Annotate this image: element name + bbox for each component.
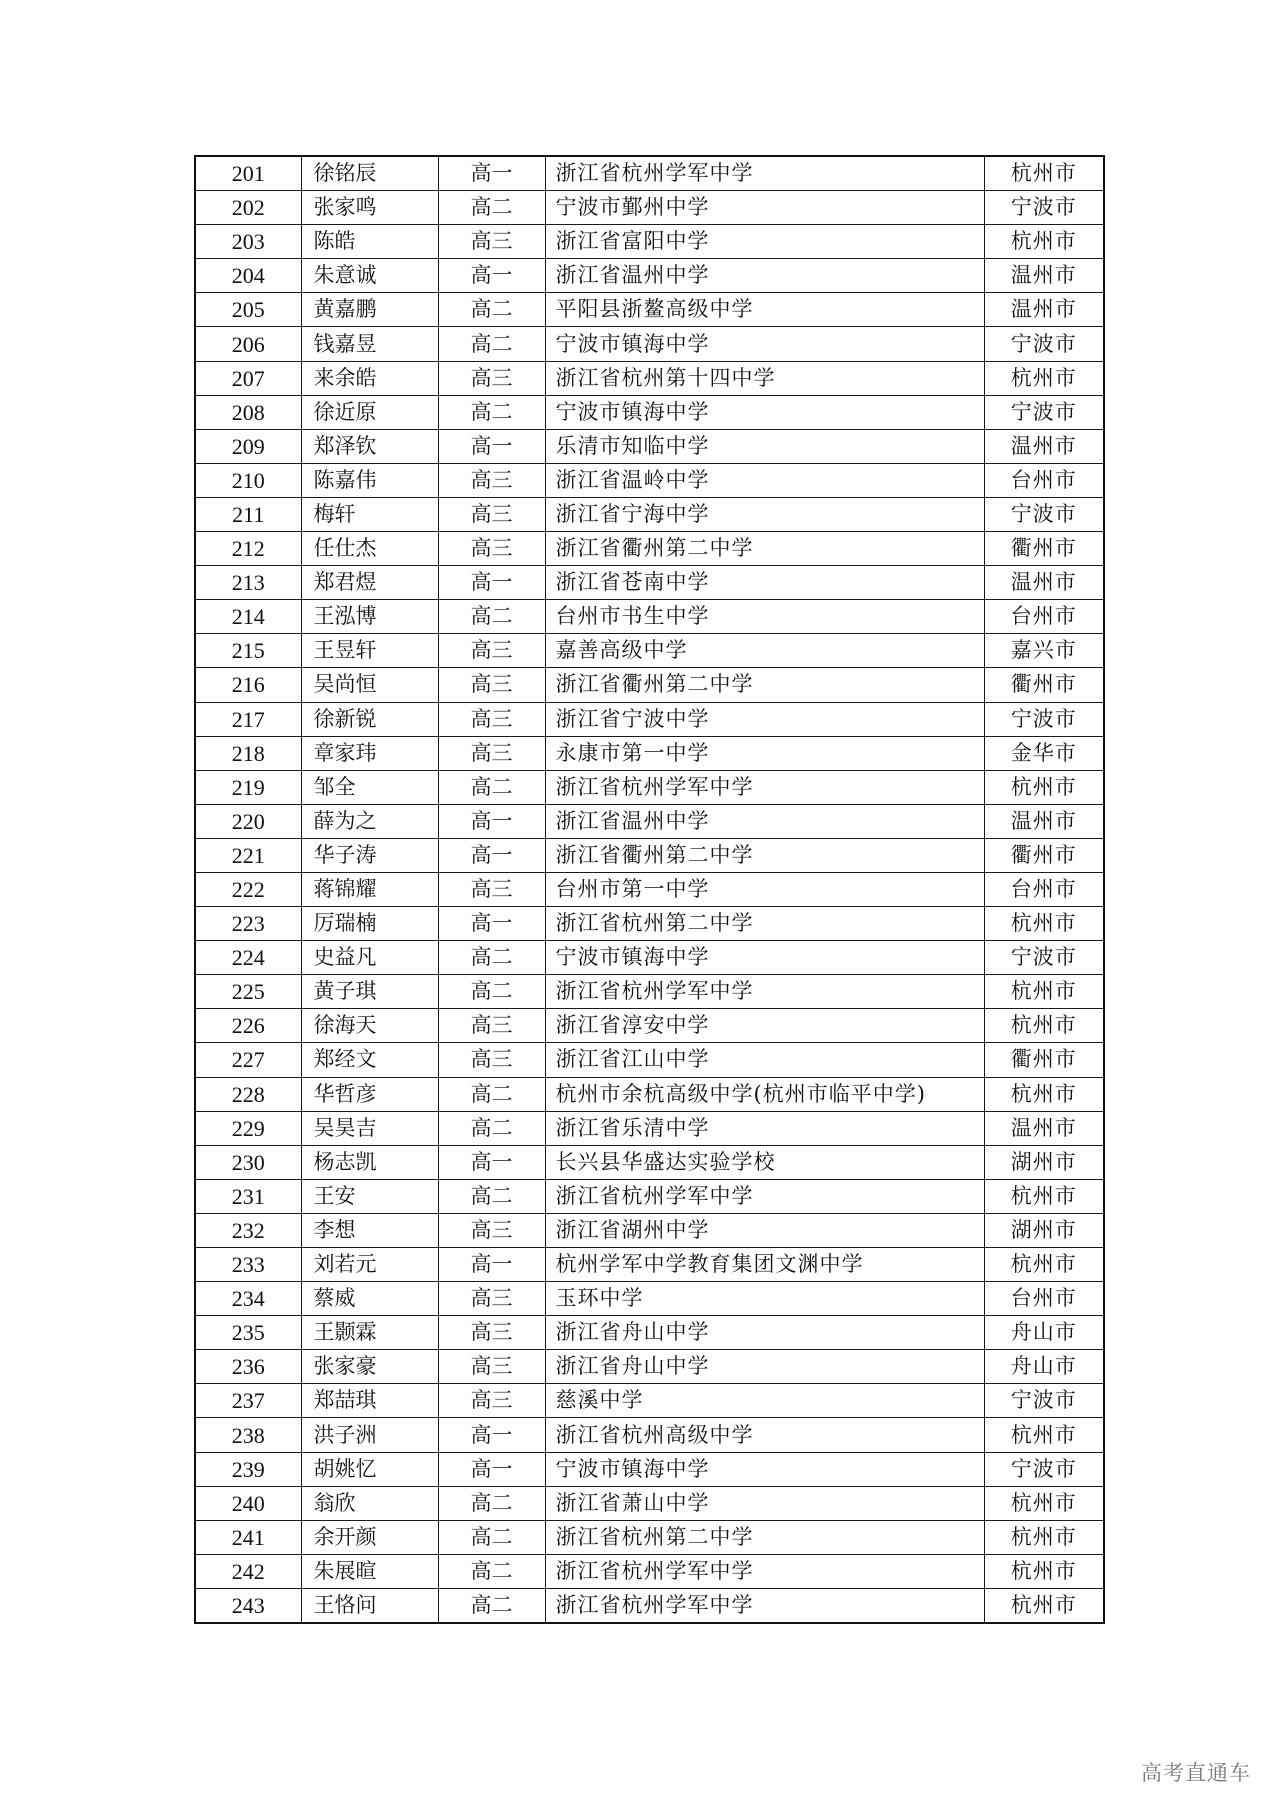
student-name-cell: 徐铭辰	[301, 156, 438, 191]
grade-cell: 高二	[438, 975, 545, 1009]
grade-cell: 高三	[438, 872, 545, 906]
grade-cell: 高三	[438, 1282, 545, 1316]
row-number-cell: 216	[195, 668, 301, 702]
school-cell: 浙江省富阳中学	[545, 225, 984, 259]
city-cell: 宁波市	[984, 1452, 1104, 1486]
school-cell: 浙江省衢州第二中学	[545, 838, 984, 872]
student-name-cell: 吴尚恒	[301, 668, 438, 702]
grade-cell: 高二	[438, 327, 545, 361]
city-cell: 温州市	[984, 429, 1104, 463]
school-cell: 平阳县浙鳌高级中学	[545, 293, 984, 327]
table-row	[195, 327, 1104, 361]
student-name-cell: 洪子洲	[301, 1418, 438, 1452]
student-name-cell: 蔡威	[301, 1282, 438, 1316]
student-name-cell: 章家玮	[301, 736, 438, 770]
table-row	[195, 1316, 1104, 1350]
row-number-cell: 231	[195, 1179, 301, 1213]
table-row	[195, 225, 1104, 259]
school-cell: 台州市第一中学	[545, 872, 984, 906]
student-name-cell: 史益凡	[301, 941, 438, 975]
grade-cell: 高一	[438, 838, 545, 872]
grade-cell: 高二	[438, 1588, 545, 1623]
school-cell: 浙江省萧山中学	[545, 1486, 984, 1520]
school-cell: 浙江省舟山中学	[545, 1350, 984, 1384]
student-name-cell: 邹全	[301, 770, 438, 804]
student-name-cell: 黄嘉鹏	[301, 293, 438, 327]
grade-cell: 高三	[438, 1350, 545, 1384]
row-number-cell: 242	[195, 1554, 301, 1588]
table-row	[195, 532, 1104, 566]
row-number-cell: 222	[195, 872, 301, 906]
city-cell: 宁波市	[984, 191, 1104, 225]
grade-cell: 高三	[438, 532, 545, 566]
grade-cell: 高二	[438, 1520, 545, 1554]
table-row	[195, 1282, 1104, 1316]
student-name-cell: 陈皓	[301, 225, 438, 259]
city-cell: 湖州市	[984, 1145, 1104, 1179]
student-name-cell: 刘若元	[301, 1248, 438, 1282]
city-cell: 台州市	[984, 600, 1104, 634]
city-cell: 杭州市	[984, 361, 1104, 395]
row-number-cell: 241	[195, 1520, 301, 1554]
table-row	[195, 1213, 1104, 1247]
table-row	[195, 702, 1104, 736]
city-cell: 舟山市	[984, 1316, 1104, 1350]
grade-cell: 高三	[438, 668, 545, 702]
row-number-cell: 224	[195, 941, 301, 975]
city-cell: 台州市	[984, 872, 1104, 906]
school-cell: 永康市第一中学	[545, 736, 984, 770]
grade-cell: 高二	[438, 293, 545, 327]
school-cell: 浙江省杭州学军中学	[545, 770, 984, 804]
student-roster-table	[194, 155, 1105, 1624]
student-name-cell: 来余皓	[301, 361, 438, 395]
school-cell: 台州市书生中学	[545, 600, 984, 634]
student-name-cell: 王安	[301, 1179, 438, 1213]
student-name-cell: 郑喆琪	[301, 1384, 438, 1418]
row-number-cell: 214	[195, 600, 301, 634]
student-name-cell: 吴昊吉	[301, 1111, 438, 1145]
school-cell: 浙江省衢州第二中学	[545, 532, 984, 566]
row-number-cell: 237	[195, 1384, 301, 1418]
city-cell: 衢州市	[984, 668, 1104, 702]
grade-cell: 高一	[438, 1248, 545, 1282]
table-row	[195, 1350, 1104, 1384]
student-name-cell: 徐近原	[301, 395, 438, 429]
city-cell: 衢州市	[984, 1043, 1104, 1077]
table-row	[195, 872, 1104, 906]
table-row	[195, 1486, 1104, 1520]
city-cell: 杭州市	[984, 1179, 1104, 1213]
table-row	[195, 1588, 1104, 1623]
grade-cell: 高二	[438, 941, 545, 975]
grade-cell: 高二	[438, 600, 545, 634]
row-number-cell: 205	[195, 293, 301, 327]
school-cell: 乐清市知临中学	[545, 429, 984, 463]
city-cell: 宁波市	[984, 1384, 1104, 1418]
grade-cell: 高二	[438, 191, 545, 225]
table-row	[195, 191, 1104, 225]
row-number-cell: 223	[195, 907, 301, 941]
school-cell: 浙江省温岭中学	[545, 463, 984, 497]
student-name-cell: 王恪问	[301, 1588, 438, 1623]
table-row	[195, 156, 1104, 191]
table-row	[195, 736, 1104, 770]
table-row	[195, 497, 1104, 531]
row-number-cell: 233	[195, 1248, 301, 1282]
city-cell: 杭州市	[984, 1486, 1104, 1520]
student-name-cell: 朱意诚	[301, 259, 438, 293]
student-name-cell: 任仕杰	[301, 532, 438, 566]
city-cell: 杭州市	[984, 1248, 1104, 1282]
grade-cell: 高三	[438, 497, 545, 531]
row-number-cell: 211	[195, 497, 301, 531]
student-name-cell: 厉瑞楠	[301, 907, 438, 941]
school-cell: 浙江省杭州学军中学	[545, 975, 984, 1009]
row-number-cell: 229	[195, 1111, 301, 1145]
school-cell: 浙江省杭州学军中学	[545, 1179, 984, 1213]
school-cell: 浙江省淳安中学	[545, 1009, 984, 1043]
row-number-cell: 217	[195, 702, 301, 736]
city-cell: 杭州市	[984, 225, 1104, 259]
grade-cell: 高一	[438, 259, 545, 293]
row-number-cell: 201	[195, 156, 301, 191]
grade-cell: 高一	[438, 566, 545, 600]
grade-cell: 高三	[438, 463, 545, 497]
table-row	[195, 1077, 1104, 1111]
table-row	[195, 566, 1104, 600]
grade-cell: 高三	[438, 702, 545, 736]
table-row	[195, 1554, 1104, 1588]
school-cell: 宁波市镇海中学	[545, 395, 984, 429]
grade-cell: 高一	[438, 804, 545, 838]
grade-cell: 高二	[438, 1179, 545, 1213]
student-name-cell: 胡姚忆	[301, 1452, 438, 1486]
school-cell: 浙江省苍南中学	[545, 566, 984, 600]
row-number-cell: 213	[195, 566, 301, 600]
city-cell: 舟山市	[984, 1350, 1104, 1384]
grade-cell: 高三	[438, 736, 545, 770]
row-number-cell: 212	[195, 532, 301, 566]
table-row	[195, 463, 1104, 497]
school-cell: 宁波市镇海中学	[545, 327, 984, 361]
school-cell: 浙江省宁海中学	[545, 497, 984, 531]
row-number-cell: 208	[195, 395, 301, 429]
table-row	[195, 1418, 1104, 1452]
city-cell: 温州市	[984, 293, 1104, 327]
table-row	[195, 429, 1104, 463]
school-cell: 浙江省杭州第二中学	[545, 907, 984, 941]
school-cell: 浙江省杭州学军中学	[545, 1588, 984, 1623]
city-cell: 宁波市	[984, 702, 1104, 736]
school-cell: 浙江省宁波中学	[545, 702, 984, 736]
row-number-cell: 236	[195, 1350, 301, 1384]
roster-body	[195, 156, 1104, 1623]
city-cell: 温州市	[984, 259, 1104, 293]
city-cell: 衢州市	[984, 838, 1104, 872]
city-cell: 台州市	[984, 463, 1104, 497]
row-number-cell: 218	[195, 736, 301, 770]
row-number-cell: 204	[195, 259, 301, 293]
student-name-cell: 郑经文	[301, 1043, 438, 1077]
grade-cell: 高二	[438, 1554, 545, 1588]
row-number-cell: 210	[195, 463, 301, 497]
city-cell: 杭州市	[984, 1418, 1104, 1452]
grade-cell: 高三	[438, 1213, 545, 1247]
school-cell: 慈溪中学	[545, 1384, 984, 1418]
city-cell: 杭州市	[984, 1009, 1104, 1043]
table-row	[195, 259, 1104, 293]
city-cell: 杭州市	[984, 156, 1104, 191]
school-cell: 浙江省衢州第二中学	[545, 668, 984, 702]
grade-cell: 高二	[438, 1486, 545, 1520]
row-number-cell: 215	[195, 634, 301, 668]
city-cell: 杭州市	[984, 975, 1104, 1009]
grade-cell: 高三	[438, 634, 545, 668]
row-number-cell: 232	[195, 1213, 301, 1247]
school-cell: 浙江省杭州学军中学	[545, 1554, 984, 1588]
city-cell: 宁波市	[984, 497, 1104, 531]
student-name-cell: 徐新锐	[301, 702, 438, 736]
city-cell: 杭州市	[984, 1077, 1104, 1111]
table-row	[195, 1009, 1104, 1043]
table-row	[195, 395, 1104, 429]
school-cell: 浙江省温州中学	[545, 804, 984, 838]
school-cell: 宁波市镇海中学	[545, 1452, 984, 1486]
table-row	[195, 1384, 1104, 1418]
city-cell: 杭州市	[984, 1554, 1104, 1588]
grade-cell: 高二	[438, 1111, 545, 1145]
table-row	[195, 668, 1104, 702]
table-row	[195, 1043, 1104, 1077]
school-cell: 浙江省乐清中学	[545, 1111, 984, 1145]
student-name-cell: 薛为之	[301, 804, 438, 838]
school-cell: 宁波市鄞州中学	[545, 191, 984, 225]
row-number-cell: 220	[195, 804, 301, 838]
row-number-cell: 209	[195, 429, 301, 463]
student-name-cell: 王昱轩	[301, 634, 438, 668]
table-row	[195, 1520, 1104, 1554]
school-cell: 浙江省温州中学	[545, 259, 984, 293]
row-number-cell: 203	[195, 225, 301, 259]
table-row	[195, 941, 1104, 975]
student-name-cell: 郑君煜	[301, 566, 438, 600]
city-cell: 宁波市	[984, 395, 1104, 429]
row-number-cell: 239	[195, 1452, 301, 1486]
table-row	[195, 1248, 1104, 1282]
row-number-cell: 221	[195, 838, 301, 872]
student-name-cell: 徐海天	[301, 1009, 438, 1043]
table-row	[195, 1179, 1104, 1213]
school-cell: 宁波市镇海中学	[545, 941, 984, 975]
school-cell: 浙江省舟山中学	[545, 1316, 984, 1350]
grade-cell: 高三	[438, 1043, 545, 1077]
row-number-cell: 219	[195, 770, 301, 804]
student-name-cell: 黄子琪	[301, 975, 438, 1009]
school-cell: 杭州学军中学教育集团文渊中学	[545, 1248, 984, 1282]
row-number-cell: 234	[195, 1282, 301, 1316]
row-number-cell: 227	[195, 1043, 301, 1077]
school-cell: 浙江省杭州高级中学	[545, 1418, 984, 1452]
student-name-cell: 王颢霖	[301, 1316, 438, 1350]
table-row	[195, 600, 1104, 634]
table-row	[195, 907, 1104, 941]
grade-cell: 高二	[438, 1077, 545, 1111]
student-name-cell: 陈嘉伟	[301, 463, 438, 497]
row-number-cell: 230	[195, 1145, 301, 1179]
city-cell: 杭州市	[984, 1520, 1104, 1554]
grade-cell: 高一	[438, 1145, 545, 1179]
grade-cell: 高三	[438, 1009, 545, 1043]
student-name-cell: 李想	[301, 1213, 438, 1247]
school-cell: 长兴县华盛达实验学校	[545, 1145, 984, 1179]
table-row	[195, 1111, 1104, 1145]
city-cell: 湖州市	[984, 1213, 1104, 1247]
city-cell: 嘉兴市	[984, 634, 1104, 668]
row-number-cell: 243	[195, 1588, 301, 1623]
row-number-cell: 225	[195, 975, 301, 1009]
school-cell: 浙江省杭州第十四中学	[545, 361, 984, 395]
row-number-cell: 228	[195, 1077, 301, 1111]
row-number-cell: 206	[195, 327, 301, 361]
city-cell: 台州市	[984, 1282, 1104, 1316]
grade-cell: 高一	[438, 1418, 545, 1452]
grade-cell: 高三	[438, 1384, 545, 1418]
student-name-cell: 蒋锦耀	[301, 872, 438, 906]
city-cell: 宁波市	[984, 327, 1104, 361]
table-row	[195, 770, 1104, 804]
student-name-cell: 华哲彦	[301, 1077, 438, 1111]
grade-cell: 高二	[438, 395, 545, 429]
grade-cell: 高三	[438, 1316, 545, 1350]
grade-cell: 高二	[438, 770, 545, 804]
student-name-cell: 杨志凯	[301, 1145, 438, 1179]
row-number-cell: 235	[195, 1316, 301, 1350]
row-number-cell: 238	[195, 1418, 301, 1452]
row-number-cell: 207	[195, 361, 301, 395]
school-cell: 浙江省杭州学军中学	[545, 156, 984, 191]
city-cell: 宁波市	[984, 941, 1104, 975]
student-name-cell: 梅轩	[301, 497, 438, 531]
watermark-text: 高考直通车	[1141, 1761, 1251, 1785]
student-name-cell: 余开颜	[301, 1520, 438, 1554]
city-cell: 杭州市	[984, 770, 1104, 804]
city-cell: 金华市	[984, 736, 1104, 770]
table-row	[195, 838, 1104, 872]
grade-cell: 高一	[438, 907, 545, 941]
student-name-cell: 张家豪	[301, 1350, 438, 1384]
row-number-cell: 202	[195, 191, 301, 225]
grade-cell: 高一	[438, 429, 545, 463]
student-name-cell: 郑泽钦	[301, 429, 438, 463]
grade-cell: 高三	[438, 361, 545, 395]
student-name-cell: 翁欣	[301, 1486, 438, 1520]
student-name-cell: 朱展暄	[301, 1554, 438, 1588]
school-cell: 嘉善高级中学	[545, 634, 984, 668]
grade-cell: 高一	[438, 156, 545, 191]
school-cell: 浙江省杭州第二中学	[545, 1520, 984, 1554]
student-name-cell: 张家鸣	[301, 191, 438, 225]
row-number-cell: 240	[195, 1486, 301, 1520]
city-cell: 温州市	[984, 804, 1104, 838]
table-row	[195, 634, 1104, 668]
city-cell: 杭州市	[984, 907, 1104, 941]
school-cell: 杭州市余杭高级中学(杭州市临平中学)	[545, 1077, 984, 1111]
school-cell: 浙江省湖州中学	[545, 1213, 984, 1247]
table-row	[195, 975, 1104, 1009]
city-cell: 温州市	[984, 566, 1104, 600]
row-number-cell: 226	[195, 1009, 301, 1043]
table-row	[195, 361, 1104, 395]
city-cell: 杭州市	[984, 1588, 1104, 1623]
table-row	[195, 1452, 1104, 1486]
student-name-cell: 钱嘉昱	[301, 327, 438, 361]
city-cell: 温州市	[984, 1111, 1104, 1145]
table-row	[195, 804, 1104, 838]
table-row	[195, 1145, 1104, 1179]
table-row	[195, 293, 1104, 327]
grade-cell: 高三	[438, 225, 545, 259]
school-cell: 浙江省江山中学	[545, 1043, 984, 1077]
school-cell: 玉环中学	[545, 1282, 984, 1316]
city-cell: 衢州市	[984, 532, 1104, 566]
grade-cell: 高一	[438, 1452, 545, 1486]
student-name-cell: 王泓博	[301, 600, 438, 634]
student-name-cell: 华子涛	[301, 838, 438, 872]
